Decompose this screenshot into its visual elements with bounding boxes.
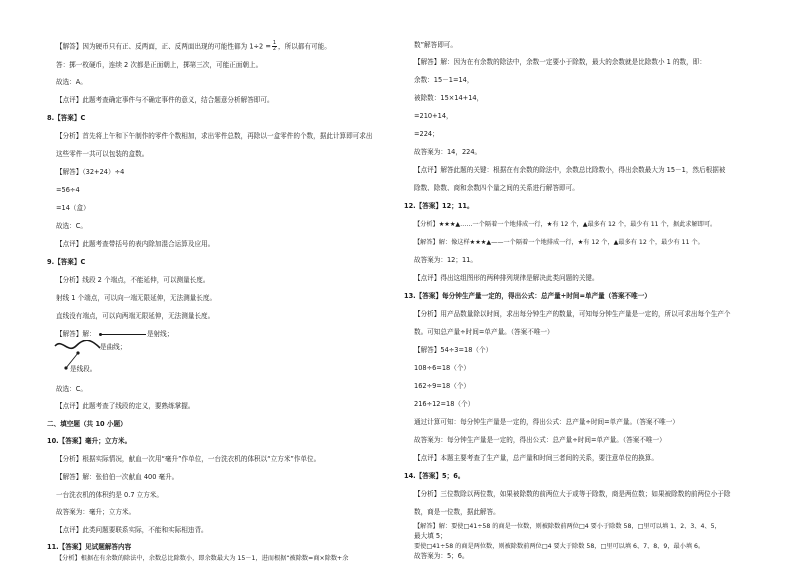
question-heading: 8.【答案】C (47, 114, 86, 122)
text-line: 故答案为：每分钟生产量是一定的，得出公式：总产量÷时间=单产量。（答案不唯一） (414, 436, 666, 444)
text-line: 162÷9=18（个） (414, 382, 471, 390)
text-line: 【解答】解：像这样★★★▲——一个隔着一个地排成一行，★有 12 个，▲最多有 12 个，最少有 11 个。 (414, 239, 704, 246)
text-line (56, 41, 331, 52)
text-line: 故答案为：14，224。 (414, 148, 482, 156)
text-line: 【点评】此题考查确定事件与不确定事件的意义，结合题意分析解答即可。 (56, 96, 274, 104)
text-line: 【分析】★★★▲……一个隔着一个地排成一行，★有 12 个，▲最多有 12 个，最少有 11 个，据此求解即可。 (414, 221, 717, 228)
text-line: 【解答】54÷3=18（个） (414, 346, 493, 354)
text-line: 【分析】根据在有余数的除法中，余数总比除数小，即余数最大为 15－1，进而根据“被除数=商×除数+余 (56, 555, 349, 562)
text-line: 直线没有端点，可以向两端无限延伸，无法测量长度。 (56, 312, 215, 320)
text-line: 数”解答即可。 (414, 41, 457, 49)
ray-line (100, 334, 146, 335)
text-line: 216÷12=18（个） (414, 400, 475, 408)
segment-label: 是线段。 (70, 365, 97, 373)
fraction-numerator: 1 (272, 40, 277, 46)
fraction (272, 41, 277, 52)
text-line: 【解答】解：张伯伯一次献血 400 毫升。 (56, 473, 179, 481)
right-column (400, 0, 794, 562)
text-line: =56÷4 (56, 186, 80, 194)
text-line: 故选：A。 (56, 78, 87, 86)
text-line: 【分析】三位数除以两位数，如果被除数的前两位大于或等于除数，商是两位数；如果被除数的前两位小于除 (414, 490, 731, 498)
text-line: 数。可知总产量÷时间=单产量。（答案不唯一） (414, 328, 554, 336)
text-line: 故选：C。 (56, 222, 87, 230)
text-line: =14（盒） (56, 204, 90, 212)
fraction-denominator: 2 (272, 46, 277, 52)
text-line: 【解答】（32+24）÷4 (56, 168, 125, 176)
text-line: =224； (414, 130, 439, 138)
question-heading: 13.【答案】每分钟生产量一定的，得出公式：总产量÷时间=单产量（答案不唯一） (404, 292, 651, 300)
text-line: 答：掷一枚硬币，连续 2 次都是正面朝上，掷第三次，可能正面朝上。 (56, 61, 263, 69)
text-line: 要使□41÷58 的商是两位数，则被除数前两位□4 要大于除数 58，□里可以填 6、7、8、9，最小填 6。 (414, 543, 705, 550)
text-line: 【点评】得出这组图形的两种排列规律是解决此类问题的关键。 (414, 274, 599, 282)
text-line: 这些零件一共可以包装的盒数。 (56, 150, 149, 158)
text-line: 108÷6=18（个） (414, 364, 471, 372)
text-line: 余数：15－1=14， (414, 76, 474, 84)
text-line: 【分析】首先将上午和下午制作的零件个数相加，求出零件总数，再除以一盒零件的个数，据此计算即可求出 (56, 132, 373, 140)
text-line: =210+14， (414, 112, 453, 120)
text-line: 被除数：15×14+14， (414, 94, 484, 102)
ray-label: 是射线； (147, 330, 174, 338)
text-line: 【解答】解： (56, 330, 96, 338)
text-line: 通过计算可知：每分钟生产量是一定的，得出公式：总产量÷时间=单产量。（答案不唯一） (414, 418, 679, 426)
text-line: 故答案为：5；6。 (414, 552, 469, 560)
text-line: 最大填 5； (414, 532, 447, 540)
text-line: 【解答】解：要使□41÷58 的商是一位数，则被除数前两位□4 要小于除数 58，□里可以填 1、2、3、4、5， (414, 523, 721, 530)
curve-label: 是曲线； (100, 343, 127, 351)
text-line: 【分析】根据实际情况，献血一次用“毫升”作单位，一台洗衣机的体积以“立方米”作单位。 (56, 455, 321, 463)
section-heading: 二、填空题（共 10 小题） (47, 420, 127, 428)
text-segment: 【解答】因为硬币只有正、反两面，正、反两面出现的可能性都为 1÷2 = (56, 42, 271, 51)
question-heading: 11.【答案】见试题解答内容 (47, 543, 132, 551)
text-line: 故选：C。 (56, 385, 87, 393)
text-line: 故答案为：毫升；立方米。 (56, 508, 136, 516)
text-line: 【点评】此题考查了线段的定义，要熟练掌握。 (56, 402, 195, 410)
question-heading: 10.【答案】毫升；立方米。 (47, 437, 132, 445)
text-line: 【分析】线段 2 个端点，不能延伸，可以测量长度。 (56, 276, 210, 284)
text-line: 一台洗衣机的体积约是 0.7 立方米。 (56, 491, 163, 499)
text-line: 【解答】解：因为在有余数的除法中，余数一定要小于除数，最大的余数就是比除数小 1 的数，即： (414, 58, 706, 66)
text-line: 【分析】用产品数量除以时间，求出每分钟生产的数量，可知每分钟生产量是一定的，所以可求出每个生产个 (414, 310, 731, 318)
text-line: 数，商是一位数，据此解答。 (414, 508, 500, 516)
text-line: 【点评】此题考查带括号的表内除加混合运算及应用。 (56, 240, 215, 248)
text-line: 【点评】本题主要考查了生产量，总产量和时间三者间的关系，要注意单位的换算。 (414, 454, 658, 462)
text-line: 【点评】解答此题的关键：根据在有余数的除法中，余数总比除数小，得出余数最大为 15－1，然后根据被 (414, 166, 726, 174)
question-heading: 14.【答案】5；6。 (404, 472, 465, 480)
question-heading: 9.【答案】C (47, 258, 86, 266)
question-heading: 12.【答案】12；11。 (404, 202, 474, 210)
text-line: 【点评】此类问题要联系实际，不能和实际相违背。 (56, 526, 208, 534)
text-line: 射线 1 个端点，可以向一端无限延伸，无法测量长度。 (56, 294, 217, 302)
text-line: 故答案为：12；11。 (414, 256, 477, 264)
text-segment: ，所以都有可能。 (278, 42, 331, 51)
text-line: 除数、除数、商和余数四个量之间的关系进行解答即可。 (414, 184, 579, 192)
